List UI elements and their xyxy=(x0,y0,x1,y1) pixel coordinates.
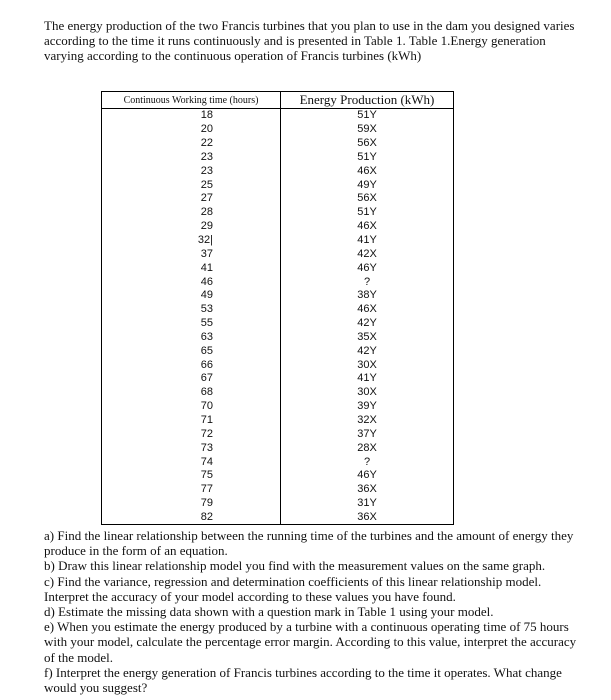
table-row xyxy=(102,469,454,483)
working-time-cell: 23 xyxy=(102,164,281,178)
working-time-cell: 27 xyxy=(102,192,281,206)
table-row xyxy=(102,164,454,178)
header-energy-production: Energy Production (kWh) xyxy=(281,92,454,109)
table-row xyxy=(102,317,454,331)
energy-cell: 38Y xyxy=(281,289,454,303)
table-row xyxy=(102,358,454,372)
working-time-cell: 68 xyxy=(102,386,281,400)
table-row xyxy=(102,192,454,206)
working-time-cell: 72 xyxy=(102,427,281,441)
questions-list xyxy=(44,528,589,695)
table-row xyxy=(102,497,454,511)
energy-table xyxy=(101,91,454,525)
working-time-cell: 63 xyxy=(102,331,281,345)
working-time-cell: 46 xyxy=(102,275,281,289)
table-row xyxy=(102,220,454,234)
energy-cell: 31Y xyxy=(281,497,454,511)
energy-cell: 42Y xyxy=(281,344,454,358)
working-time-cell: 55 xyxy=(102,317,281,331)
energy-cell: 46Y xyxy=(281,261,454,275)
table-header-row xyxy=(102,92,454,109)
question-item: c) Find the variance, regression and determination coefficients of this linear relationship model. Interpret the accuracy of your model according to these values you have found. xyxy=(44,573,542,604)
question-item: d) Estimate the missing data shown with a question mark in Table 1 using your model. xyxy=(44,604,494,620)
working-time-cell: 82 xyxy=(102,510,281,524)
table-row xyxy=(102,510,454,524)
table-row xyxy=(102,414,454,428)
question-item: a) Find the linear relationship between the running time of the turbines and the amount of energy they produce in the form of an equation. xyxy=(44,528,574,559)
working-time-cell: 73 xyxy=(102,441,281,455)
working-time-cell: 32| xyxy=(102,234,281,248)
table-row xyxy=(102,427,454,441)
energy-cell: 56X xyxy=(281,137,454,151)
energy-cell: 46X xyxy=(281,164,454,178)
working-time-cell: 20 xyxy=(102,123,281,137)
table-row xyxy=(102,151,454,165)
working-time-cell: 18 xyxy=(102,109,281,123)
energy-cell: 28X xyxy=(281,441,454,455)
energy-cell: 59X xyxy=(281,123,454,137)
working-time-cell: 22 xyxy=(102,137,281,151)
table-row xyxy=(102,234,454,248)
working-time-cell: 75 xyxy=(102,469,281,483)
energy-cell: 37Y xyxy=(281,427,454,441)
table-row xyxy=(102,275,454,289)
table-row xyxy=(102,109,454,123)
table-row xyxy=(102,178,454,192)
header-working-time: Continuous Working time (hours) xyxy=(102,92,281,109)
working-time-cell: 53 xyxy=(102,303,281,317)
energy-cell: 51Y xyxy=(281,109,454,123)
table-row xyxy=(102,303,454,317)
energy-cell: 32X xyxy=(281,414,454,428)
intro-paragraph: The energy production of the two Francis turbines that you plan to use in the dam you designed varies according to the time it runs continuously and is presented in Table 1. Table 1.Energy generation varying according to the continuous operation of Francis turbines (kWh) xyxy=(44,18,575,63)
energy-cell: 30X xyxy=(281,386,454,400)
energy-cell: 46Y xyxy=(281,469,454,483)
working-time-cell: 65 xyxy=(102,344,281,358)
energy-cell: 56X xyxy=(281,192,454,206)
table-row xyxy=(102,455,454,469)
table-row xyxy=(102,247,454,261)
energy-cell: 51Y xyxy=(281,206,454,220)
energy-cell: 36X xyxy=(281,483,454,497)
working-time-cell: 74 xyxy=(102,455,281,469)
table-body xyxy=(102,109,454,525)
table-row xyxy=(102,386,454,400)
table-row xyxy=(102,483,454,497)
energy-cell: 49Y xyxy=(281,178,454,192)
working-time-cell: 23 xyxy=(102,151,281,165)
question-item: e) When you estimate the energy produced by a turbine with a continuous operating time of 75 hours with your model, calculate the percentage error margin. According to this value, interpret the accuracy of the model. xyxy=(44,619,577,665)
table-row xyxy=(102,289,454,303)
table-row xyxy=(102,123,454,137)
working-time-cell: 28 xyxy=(102,206,281,220)
table-row xyxy=(102,400,454,414)
working-time-cell: 70 xyxy=(102,400,281,414)
table-row xyxy=(102,344,454,358)
energy-cell: 39Y xyxy=(281,400,454,414)
question-item: b) Draw this linear relationship model you find with the measurement values on the same graph. xyxy=(44,558,546,574)
working-time-cell: 37 xyxy=(102,247,281,261)
energy-cell: 51Y xyxy=(281,151,454,165)
table-row xyxy=(102,372,454,386)
table-row xyxy=(102,206,454,220)
energy-cell: 46X xyxy=(281,220,454,234)
working-time-cell: 29 xyxy=(102,220,281,234)
energy-cell: 36X xyxy=(281,510,454,524)
energy-cell: 46X xyxy=(281,303,454,317)
question-item: f) Interpret the energy generation of Francis turbines according to the time it operates. What change would you suggest? xyxy=(44,664,562,696)
table-row xyxy=(102,331,454,345)
working-time-cell: 71 xyxy=(102,414,281,428)
table-row xyxy=(102,441,454,455)
table-row xyxy=(102,137,454,151)
working-time-cell: 66 xyxy=(102,358,281,372)
working-time-cell: 67 xyxy=(102,372,281,386)
working-time-cell: 79 xyxy=(102,497,281,511)
energy-cell: 41Y xyxy=(281,372,454,386)
working-time-cell: 77 xyxy=(102,483,281,497)
energy-cell: 30X xyxy=(281,358,454,372)
energy-cell: ? xyxy=(281,275,454,289)
working-time-cell: 49 xyxy=(102,289,281,303)
table-row xyxy=(102,261,454,275)
energy-cell: 35X xyxy=(281,331,454,345)
energy-cell: 42Y xyxy=(281,317,454,331)
energy-cell: 41Y xyxy=(281,234,454,248)
energy-cell: ? xyxy=(281,455,454,469)
energy-cell: 42X xyxy=(281,247,454,261)
working-time-cell: 41 xyxy=(102,261,281,275)
working-time-cell: 25 xyxy=(102,178,281,192)
